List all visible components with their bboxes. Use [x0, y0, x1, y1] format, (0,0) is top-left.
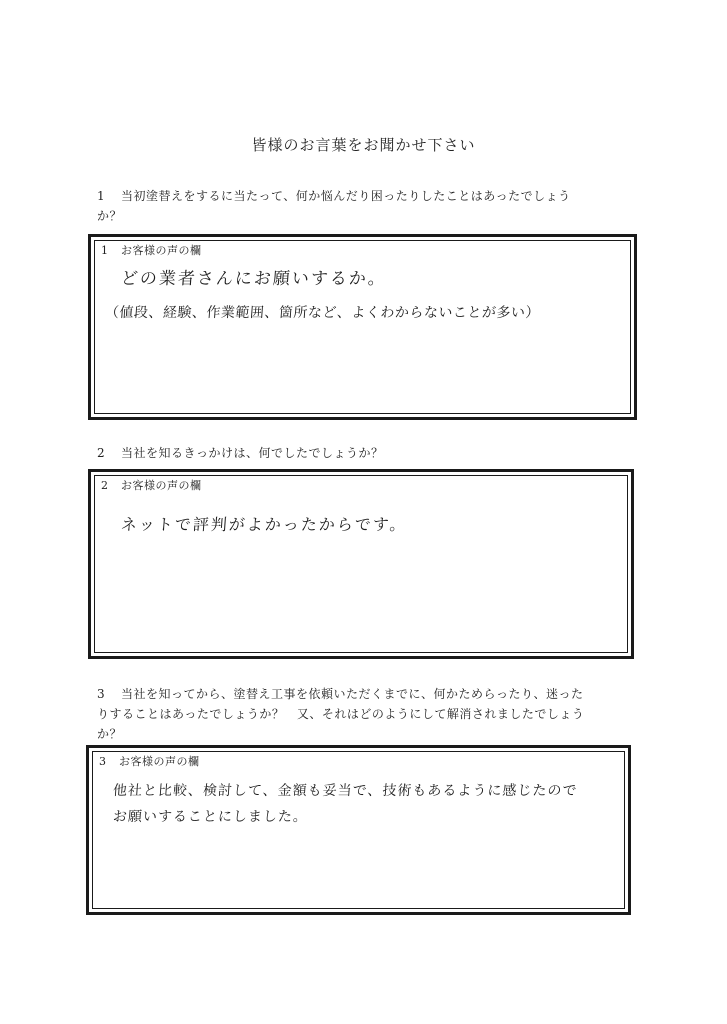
- question-text: 当初塗替えをするに当たって、何か悩んだり困ったりしたことはあったでしょう か？: [97, 189, 571, 223]
- box-label: [101, 477, 202, 493]
- box-number: 3: [99, 755, 107, 768]
- answer-box-3: [86, 745, 631, 915]
- box-label-text: お客様の声の欄: [121, 479, 202, 492]
- box-label-text: お客様の声の欄: [121, 244, 202, 257]
- question-1: [97, 186, 637, 226]
- answer-box-2: [88, 469, 634, 659]
- handwritten-answer-line: どの業者さんにお願いするか。: [120, 269, 388, 289]
- box-label-text: お客様の声の欄: [119, 755, 200, 768]
- question-text: 当社を知るきっかけは、何でしたでしょうか？: [121, 446, 384, 460]
- page-title: 皆様のお言葉をお聞かせ下さい: [251, 136, 476, 154]
- question-number: 1: [97, 189, 106, 203]
- answer-box-1: [88, 234, 637, 420]
- handwritten-answer-line: ネットで評判がよかったからです。: [120, 515, 409, 534]
- box-number: 1: [101, 244, 109, 257]
- question-text: 当社を知ってから、塗替え工事を依頼いただくまでに、何かためらったり、迷った りすることはあったでしょうか？ 又、それはどのようにして解消されましたでしょう か？: [97, 687, 585, 741]
- box-label: [101, 242, 202, 258]
- handwritten-answer-line: 他社と比較、検討して、金額も妥当で、技術もあるように感じたので: [112, 783, 578, 799]
- handwritten-answer-line: （値段、経験、作業範囲、箇所など、よくわからないことが多い）: [104, 305, 541, 321]
- box-number: 2: [101, 479, 109, 492]
- question-2: [97, 443, 637, 463]
- question-3: [97, 684, 637, 744]
- box-label: [99, 753, 200, 769]
- question-number: 2: [97, 446, 106, 460]
- handwritten-answer-line: お願いすることにしました。: [112, 809, 309, 825]
- question-number: 3: [97, 687, 106, 701]
